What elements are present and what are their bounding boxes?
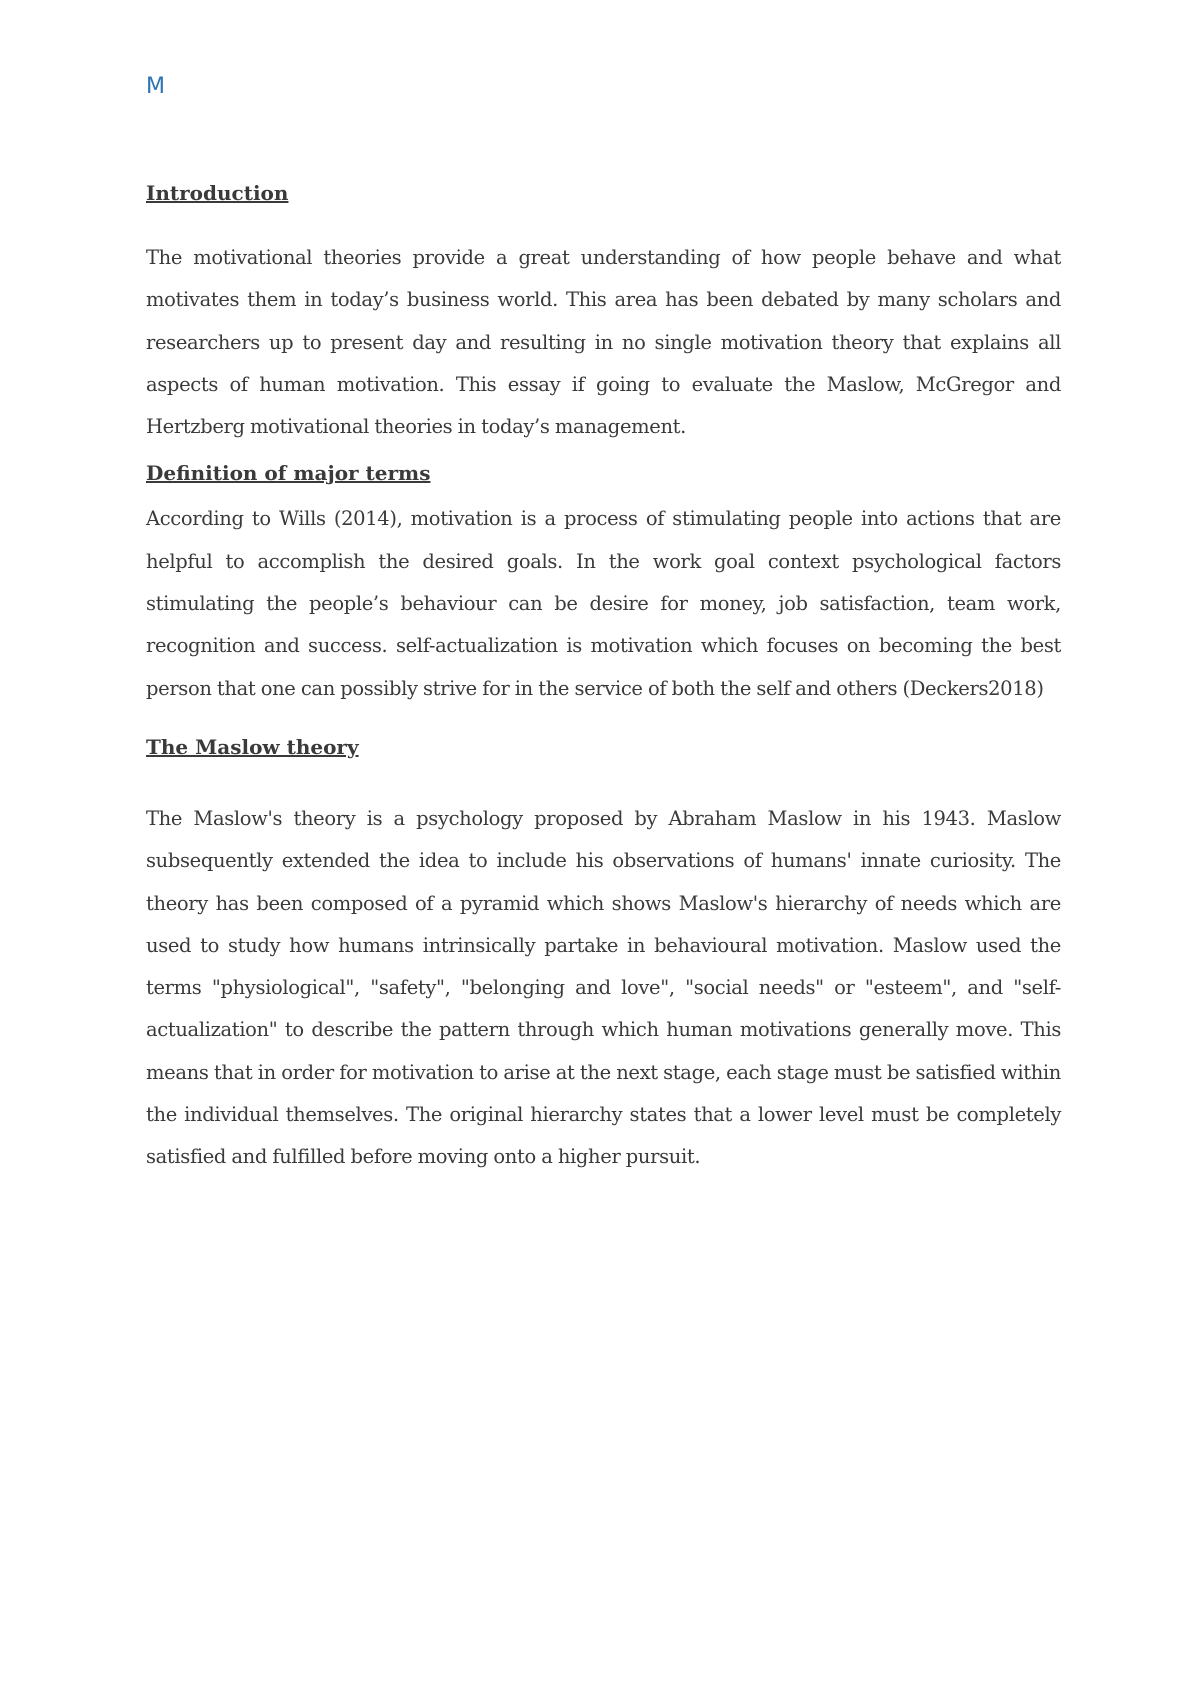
paragraph-maslow-theory: The Maslow's theory is a psychology proposed by Abraham Maslow in his 1943. Maslow subsequently extended the idea to include his observations of humans' innate curiosity. The theory has been composed of a pyramid which shows Maslow's hierarchy of needs which are used to study how humans intrinsically partake in behavioural motivation. Maslow used the terms "physiological", "safety", "belonging and love", "social needs" or "esteem", and "self-actualization" to describe the pattern through which human motivations generally move. This means that in order for motivation to arise at the next stage, each stage must be satisfied within the individual themselves. The original hierarchy states that a lower level must be completely satisfied and fulfilled before moving onto a higher pursuit. [146,806,1061,1169]
paragraph-introduction: The motivational theories provide a great understanding of how people behave and what motivates them in today’s business world. This area has been debated by many scholars and researchers up to present day and resulting in no single motivation theory that explains all aspects of human motivation. This essay if going to evaluate the Maslow, McGregor and Hertzberg motivational theories in today’s management. [146,246,1061,439]
header-mark: M [146,74,165,99]
heading-maslow-theory: The Maslow theory [146,734,359,759]
heading-introduction: Introduction [146,181,289,205]
heading-definition-of-major-terms: Definition of major terms [146,461,431,486]
paragraph-definitions: According to Wills (2014), motivation is a process of stimulating people into actions that are helpful to accomplish the desired goals. In the work goal context psychological factors stimulating the people’s behaviour can be desire for money, job satisfaction, team work, recognition and success. self-actualization is motivation which focuses on becoming the best person that one can possibly strive for in the service of both the self and others (Deckers2018) [146,507,1061,700]
document-body [146,180,1061,1179]
